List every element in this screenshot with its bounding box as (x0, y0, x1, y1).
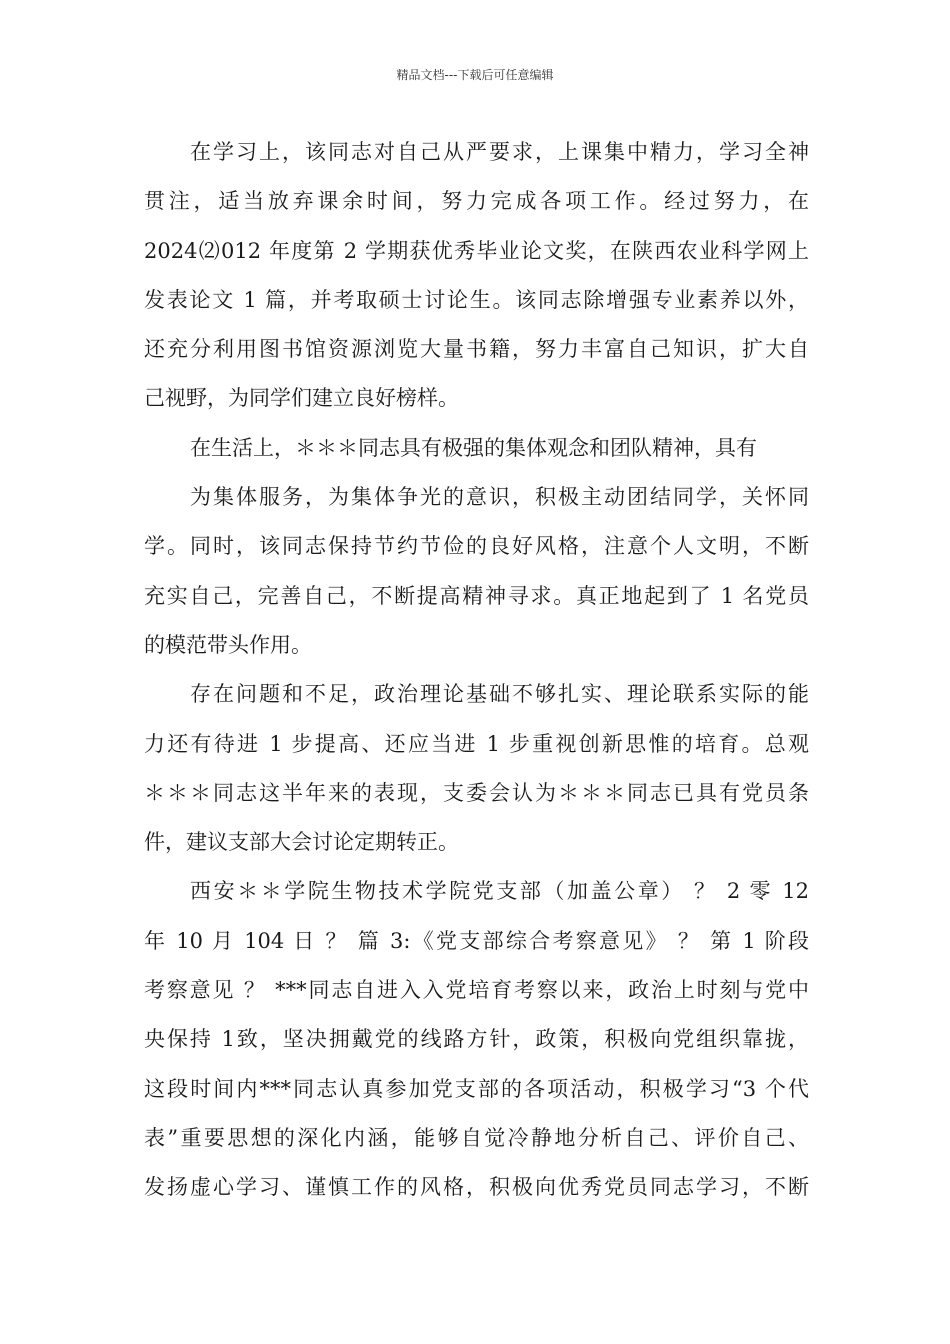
text-line: 存在问题和不足，政治理论基础不够扎实、理论联系实际的能 (190, 682, 809, 707)
text-line: 学。同时，该同志保持节约节俭的良好风格，注意个人文明，不断 (144, 534, 809, 559)
text-line: 件，建议支部大会讨论定期转正。 (144, 830, 459, 855)
text-line: ＊＊＊同志这半年来的表现，支委会认为＊＊＊同志已具有党员条 (144, 780, 809, 805)
text-line: 表”重要思想的深化内涵，能够自觉冷静地分析自己、评价自己、 (144, 1125, 809, 1150)
text-line: 年 10 月 104 日 ？ 篇 3:《党支部综合考察意见》 ？ 第 1 阶段 (144, 928, 809, 953)
body-text (144, 128, 809, 1213)
text-line: 己视野，为同学们建立良好榜样。 (144, 386, 459, 411)
text-line: 2024⑵012 年度第 2 学期获优秀毕业论文奖，在陕西农业科学网上 (144, 238, 809, 263)
text-line: 这段时间内***同志认真参加党支部的各项活动，积极学习“3 个代 (144, 1076, 809, 1101)
text-line: 在学习上，该同志对自己从严要求，上课集中精力，学习全神 (190, 140, 809, 164)
text-line: 充实自己，完善自己，不断提高精神寻求。真正地起到了 1 名党员 (144, 583, 809, 608)
text-line: 西安＊＊学院生物技术学院党支部（加盖公章） ？ 2 零 12 (190, 879, 809, 904)
text-line: 为集体服务，为集体争光的意识，积极主动团结同学，关怀同 (190, 485, 809, 510)
text-line: 考察意见 ？ ***同志自进入入党培育考察以来，政治上时刻与党中 (144, 978, 809, 1003)
text-line: 力还有待进 1 步提高、还应当进 1 步重视创新思惟的培育。总观 (144, 731, 809, 756)
text-line: 在生活上，＊＊＊同志具有极强的集体观念和团队精神，具有 (190, 435, 757, 460)
page-header: 精品文档---下载后可任意编辑 (396, 68, 554, 82)
text-line: 发扬虚心学习、谨慎工作的风格，积极向优秀党员同志学习，不断 (144, 1175, 809, 1200)
text-line: 贯注，适当放弃课余时间，努力完成各项工作。经过努力，在 (144, 189, 809, 214)
text-line: 还充分利用图书馆资源浏览大量书籍，努力丰富自己知识，扩大自 (144, 337, 809, 362)
text-line: 央保持 1致，坚决拥戴党的线路方针，政策，积极向党组织靠拢， (144, 1027, 809, 1052)
text-line: 发表论文 1 篇，并考取硕士讨论生。该同志除增强专业素养以外， (144, 287, 809, 312)
text-line: 的模范带头作用。 (144, 632, 312, 657)
